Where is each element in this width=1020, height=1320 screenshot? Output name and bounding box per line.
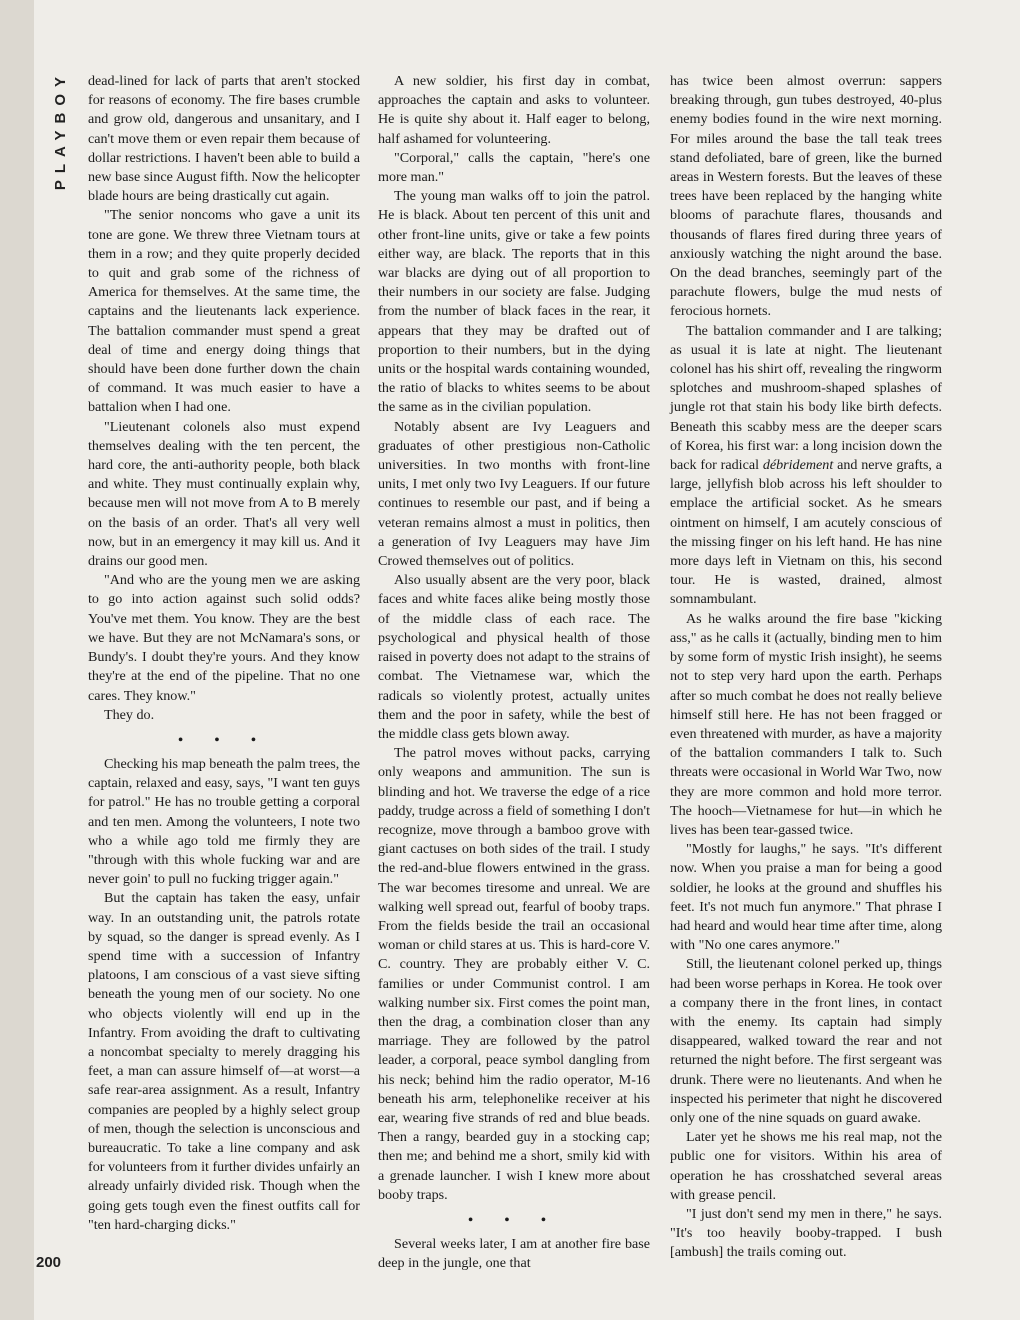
text-column-3 — [670, 72, 942, 1263]
paragraph: The patrol moves without packs, carrying only weapons and ammunition. The sun is blinding and hot. We traverse the edge of a rice paddy, trudge across a field of something I don't recognize, move through a bamboo grove with giant cactuses on both sides of the trail. I study the red-and-blue flowers entwined in the grass. The war becomes tiresome and unreal. We are walking well spread out, fearful of booby traps. From the fields beside the trail an occasional woman or child stares at us. This is hard-core V. C. country. They are probably either V. C. families or under Communist control. I am walking number six. First comes the point man, then the drag, a combination closer than any marriage. They are followed by the patrol leader, a corporal, peace symbol dangling from his neck; behind him the radio operator, M-16 beneath his arm, telephonelike receiver at his ear, wearing five strands of red and blue beads. Then a rangy, bearded guy in a stocking cap; then me; and behind me a short, smily kid with a grenade launcher. I wish I knew more about booby traps. — [378, 745, 650, 1203]
paragraph: Later yet he shows me his real map, not the public one for visitors. Within his area of operation he has crosshatched several areas with grease pencil. — [670, 1129, 942, 1203]
paragraph: The battalion commander and I are talking; as usual it is late at night. The lieutenant colonel has his shirt off, revealing the ringworm splotches and mushroom-shaped splashes of jungle rot that stain his body like birth defects. Beneath this scabby mess are the deeper scars of Korea, his first war: a long incision down the back for radical débridement and nerve grafts, a large, jellyfish blob across his left shoulder to emplace the artificial socket. As he smears ointment on himself, I am acutely conscious of the missing finger on his left hand. He has nine more days left in Vietnam on this, his second tour. He is wasted, drained, almost somnambulant. — [670, 322, 943, 608]
paragraph: Still, the lieutenant colonel perked up, things had been worse perhaps in Korea. He took over a company there in the front lines, in contact with the enemy. Its captain had simply disappeared, walked toward the rear and not returned the night before. The first sergeant was drunk. There were no lieutenants. And when he inspected his perimeter that night he discovered only one of the nine squads on guard awake. — [670, 956, 942, 1126]
paragraph: "Lieutenant colonels also must expend themselves dealing with the ten percent, the hard core, the anti-authority people, both black and white. They must continually explain why, because men will not move from A to B merely on the basis of an order. That's all very well now, but in an emergency it may kill us. And it drains our good men. — [88, 418, 360, 570]
paragraph: As he walks around the fire base "kicking ass," as he calls it (actually, binding men to him by some form of mystic Irish insight), he seems not to step very hard upon the earth. Perhaps after so much combat he does not really believe himself still here. He has not been fragged or even threatened with murder, as have a majority of the battalion commanders I talk to. Such threats were occasional in World War Two, now they are more common and hold more terror. The hooch—Vietnamese for hut—in which he lives has been tear-gassed twice. — [670, 610, 942, 838]
paragraph: "I just don't send my men in there," he says. "It's too heavily booby-trapped. I bush [ambush] the trails coming out. — [670, 1205, 942, 1261]
paragraph: has twice been almost overrun: sappers breaking through, gun tubes destroyed, 40-plus enemy bodies found in the wire next morning. For miles around the base the tall teak trees stand defoliated, bare of green, like the burned areas in Western forests. But the leaves of these trees have been replaced by the hanging white blooms of parachute flares, thousands and thousands of flares fired during three years of anxiously watching the night around the base. On the dead branches, seemingly part of the parachute flowers, bulge the mud nests of ferocious hornets. — [670, 73, 942, 320]
masthead: PLAYBOY — [52, 70, 69, 191]
text-column-1 — [88, 72, 360, 1235]
paragraph: Several weeks later, I am at another fire base deep in the jungle, one that — [378, 1235, 650, 1272]
paragraph: "The senior noncoms who gave a unit its tone are gone. We threw three Vietnam tours at them in a row; and they quite properly decided to quit and grab some of the richness of America for themselves. At the same time, the captains and the lieutenants lack experience. The battalion commander must spend a great deal of time and energy doing things that should have been done further down the chain of command. It was much easier to have a battalion when I had one. — [88, 207, 360, 416]
paragraph: "And who are the young men we are asking to go into action against such solid odds? You've met them. You know. They are the best we have. But they are not McNamara's sons, or Bundy's. I doubt they're yours. And they know they're at the end of the pipeline. That no one cares. They know." — [88, 572, 360, 704]
paragraph: "Corporal," calls the captain, "here's one more man." — [378, 149, 650, 186]
paragraph: Also usually absent are the very poor, black faces and white faces alike being mostly those of the middle class of each race. The psychological and physical health of those raised in poverty does not adapt to the strains of combat. The Vietnamese war, which the radicals so violently protest, actually unites them and the poor in safety, while the best of the middle class gets blown away. — [378, 572, 650, 742]
paragraph: "Mostly for laughs," he says. "It's different now. When you praise a man for being a good soldier, he looks at the ground and shuffles his feet. It's not much fun anymore." That phrase I had heard and would hear time after time, along with "No one cares anymore." — [670, 841, 942, 954]
page-edge — [0, 0, 34, 1320]
paragraph: The young man walks off to join the patrol. He is black. About ten percent of this unit and other front-line units, give or take a few points either way, are black. The reports that in this war blacks are dying out of all proportion to their numbers in our society are false. Judging from the number of black faces in the rear, it appears that they may be drafted out of proportion to their numbers, but in the dying units or the hospital wards containing wounded, the ratio of blacks to whites seems to be about the same as in the civilian population. — [378, 188, 650, 416]
page-number: 200 — [36, 1254, 62, 1271]
paragraph: They do. — [104, 706, 155, 723]
paragraph: Checking his map beneath the palm trees, the captain, relaxed and easy, says, "I want ten guys for patrol." He has no trouble getting a corporal and ten men. Among the volunteers, I note two who a while ago told me firmly they are "through with this whole fucking war and are never goin' to pull no fucking trigger again." — [88, 755, 360, 888]
paragraph: dead-lined for lack of parts that aren't stocked for reasons of economy. The fire bases crumble and grow old, dangerous and unsanitary, and I can't move them or even repair them because of dollar restrictions. I haven't been able to build a new base since August fifth. Now the helicopter blade hours are being drastically cut again. — [88, 73, 360, 205]
paragraph: A new soldier, his first day in combat, approaches the captain and asks to volunteer. He is quite shy about it. Half eager to belong, half ashamed for volunteering. — [378, 73, 650, 147]
text-column-2 — [378, 72, 650, 1273]
section-separator: • • • — [178, 732, 270, 748]
section-separator: • • • — [468, 1212, 560, 1228]
paragraph: But the captain has taken the easy, unfair way. In an outstanding unit, the patrols rotate by squad, so the danger is spread evenly. As I spend time with a succession of Infantry platoons, I am conscious of a vast sieve sifting beneath the young men of our society. No one who objects violently will end up in the Infantry. From avoiding the draft to cultivating a noncombat specialty to merely dragging his feet, a man can assure himself of—at worst—a safe rear-area assignment. As a result, Infantry companies are peopled by a highly select group of men, though the selection is unconscious and bureaucratic. To take a line company and ask for volunteers from it further divides unfairly an already unfairly divided risk. Though when the going gets tough even the finest outfits call for "ten hard-charging dicks." — [88, 890, 361, 1233]
paragraph: Notably absent are Ivy Leaguers and graduates of other prestigious non-Catholic universities. In two months with front-line units, I met only two Ivy Leaguers. If our future continues to resemble our past, and if being a veteran remains almost a must in politics, then a generation of Ivy Leaguers may have Jim Crowed themselves out of politics. — [378, 418, 650, 570]
